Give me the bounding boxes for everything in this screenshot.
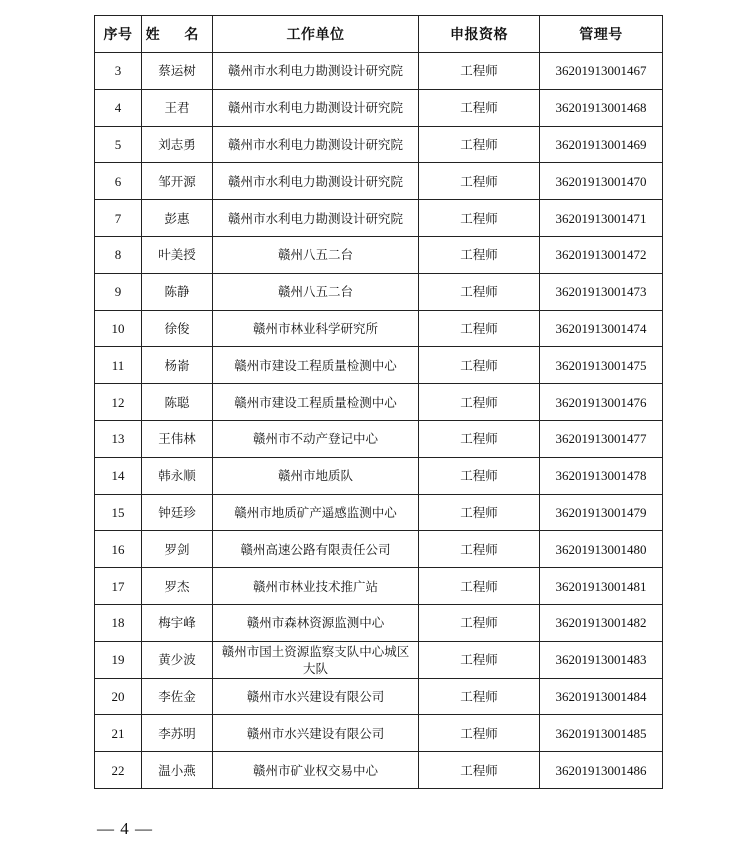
cell-seq: 20	[95, 678, 142, 715]
cell-unit: 赣州市地质矿产遥感监测中心	[213, 494, 419, 531]
cell-seq: 19	[95, 641, 142, 678]
cell-mgmt-no: 36201913001483	[540, 641, 663, 678]
table-row	[95, 457, 663, 494]
cell-mgmt-no: 36201913001468	[540, 89, 663, 126]
cell-seq: 9	[95, 273, 142, 310]
table-row	[95, 163, 663, 200]
cell-qualification: 工程师	[419, 310, 540, 347]
cell-seq: 10	[95, 310, 142, 347]
cell-seq: 21	[95, 715, 142, 752]
cell-mgmt-no: 36201913001470	[540, 163, 663, 200]
table-row	[95, 531, 663, 568]
cell-qualification: 工程师	[419, 678, 540, 715]
cell-name: 王伟林	[142, 420, 213, 457]
cell-qualification: 工程师	[419, 126, 540, 163]
cell-unit: 赣州市水利电力勘测设计研究院	[213, 89, 419, 126]
cell-qualification: 工程师	[419, 273, 540, 310]
table-row	[95, 126, 663, 163]
cell-mgmt-no: 36201913001477	[540, 420, 663, 457]
cell-name: 蔡运树	[142, 53, 213, 90]
cell-unit: 赣州市水兴建设有限公司	[213, 715, 419, 752]
cell-unit: 赣州市水兴建设有限公司	[213, 678, 419, 715]
cell-qualification: 工程师	[419, 641, 540, 678]
table-row	[95, 236, 663, 273]
cell-mgmt-no: 36201913001486	[540, 752, 663, 789]
cell-seq: 15	[95, 494, 142, 531]
table-row	[95, 89, 663, 126]
table-row	[95, 604, 663, 641]
cell-seq: 22	[95, 752, 142, 789]
table-row	[95, 641, 663, 678]
cell-qualification: 工程师	[419, 604, 540, 641]
cell-qualification: 工程师	[419, 163, 540, 200]
cell-seq: 11	[95, 347, 142, 384]
cell-seq: 6	[95, 163, 142, 200]
table-header-row	[95, 16, 663, 53]
header-qualification: 申报资格	[419, 16, 540, 53]
cell-mgmt-no: 36201913001471	[540, 200, 663, 237]
cell-unit: 赣州高速公路有限责任公司	[213, 531, 419, 568]
cell-name: 钟廷珍	[142, 494, 213, 531]
cell-qualification: 工程师	[419, 89, 540, 126]
cell-unit: 赣州八五二台	[213, 273, 419, 310]
cell-mgmt-no: 36201913001479	[540, 494, 663, 531]
cell-name: 黄少波	[142, 641, 213, 678]
cell-name: 李佐金	[142, 678, 213, 715]
cell-seq: 3	[95, 53, 142, 90]
cell-mgmt-no: 36201913001475	[540, 347, 663, 384]
header-unit: 工作单位	[213, 16, 419, 53]
cell-mgmt-no: 36201913001467	[540, 53, 663, 90]
cell-qualification: 工程师	[419, 384, 540, 421]
cell-qualification: 工程师	[419, 752, 540, 789]
table-row	[95, 200, 663, 237]
header-name: 姓 名	[142, 16, 213, 53]
cell-qualification: 工程师	[419, 347, 540, 384]
cell-mgmt-no: 36201913001485	[540, 715, 663, 752]
header-mgmt-no: 管理号	[540, 16, 663, 53]
cell-mgmt-no: 36201913001480	[540, 531, 663, 568]
cell-qualification: 工程师	[419, 568, 540, 605]
header-seq: 序号	[95, 16, 142, 53]
cell-name: 罗杰	[142, 568, 213, 605]
cell-mgmt-no: 36201913001482	[540, 604, 663, 641]
cell-mgmt-no: 36201913001469	[540, 126, 663, 163]
table-row	[95, 384, 663, 421]
cell-name: 王君	[142, 89, 213, 126]
cell-unit: 赣州市建设工程质量检测中心	[213, 384, 419, 421]
applicant-table	[94, 15, 663, 789]
cell-seq: 4	[95, 89, 142, 126]
cell-name: 邹开源	[142, 163, 213, 200]
cell-unit: 赣州市林业科学研究所	[213, 310, 419, 347]
cell-seq: 5	[95, 126, 142, 163]
cell-qualification: 工程师	[419, 200, 540, 237]
table-row	[95, 347, 663, 384]
cell-name: 罗剑	[142, 531, 213, 568]
cell-name: 杨嵛	[142, 347, 213, 384]
table-row	[95, 752, 663, 789]
cell-seq: 12	[95, 384, 142, 421]
table-row	[95, 53, 663, 90]
cell-unit: 赣州市不动产登记中心	[213, 420, 419, 457]
cell-unit: 赣州市水利电力勘测设计研究院	[213, 200, 419, 237]
table-row	[95, 494, 663, 531]
table-row	[95, 420, 663, 457]
table-row	[95, 273, 663, 310]
table-row	[95, 568, 663, 605]
cell-mgmt-no: 36201913001484	[540, 678, 663, 715]
cell-seq: 16	[95, 531, 142, 568]
cell-unit: 赣州市建设工程质量检测中心	[213, 347, 419, 384]
cell-unit: 赣州市水利电力勘测设计研究院	[213, 126, 419, 163]
cell-seq: 18	[95, 604, 142, 641]
cell-unit: 赣州市森林资源监测中心	[213, 604, 419, 641]
page-number: — 4 —	[97, 819, 153, 838]
cell-name: 陈聪	[142, 384, 213, 421]
cell-seq: 7	[95, 200, 142, 237]
cell-qualification: 工程师	[419, 420, 540, 457]
cell-mgmt-no: 36201913001472	[540, 236, 663, 273]
cell-name: 梅宇峰	[142, 604, 213, 641]
cell-unit: 赣州市国土资源监察支队中心城区大队	[213, 641, 419, 678]
cell-qualification: 工程师	[419, 236, 540, 273]
cell-unit: 赣州八五二台	[213, 236, 419, 273]
cell-seq: 13	[95, 420, 142, 457]
table-row	[95, 678, 663, 715]
cell-qualification: 工程师	[419, 457, 540, 494]
cell-mgmt-no: 36201913001481	[540, 568, 663, 605]
cell-name: 彭惠	[142, 200, 213, 237]
cell-name: 温小燕	[142, 752, 213, 789]
table-body	[95, 53, 663, 789]
cell-mgmt-no: 36201913001473	[540, 273, 663, 310]
cell-unit: 赣州市矿业权交易中心	[213, 752, 419, 789]
cell-name: 韩永顺	[142, 457, 213, 494]
cell-name: 徐俊	[142, 310, 213, 347]
cell-qualification: 工程师	[419, 531, 540, 568]
cell-mgmt-no: 36201913001478	[540, 457, 663, 494]
cell-unit: 赣州市水利电力勘测设计研究院	[213, 163, 419, 200]
cell-qualification: 工程师	[419, 494, 540, 531]
cell-unit: 赣州市地质队	[213, 457, 419, 494]
cell-qualification: 工程师	[419, 53, 540, 90]
cell-seq: 8	[95, 236, 142, 273]
cell-mgmt-no: 36201913001474	[540, 310, 663, 347]
cell-seq: 17	[95, 568, 142, 605]
cell-name: 刘志勇	[142, 126, 213, 163]
cell-name: 陈静	[142, 273, 213, 310]
cell-qualification: 工程师	[419, 715, 540, 752]
cell-seq: 14	[95, 457, 142, 494]
cell-name: 李苏明	[142, 715, 213, 752]
cell-unit: 赣州市水利电力勘测设计研究院	[213, 53, 419, 90]
table-row	[95, 310, 663, 347]
cell-name: 叶美授	[142, 236, 213, 273]
table-row	[95, 715, 663, 752]
cell-mgmt-no: 36201913001476	[540, 384, 663, 421]
cell-unit: 赣州市林业技术推广站	[213, 568, 419, 605]
